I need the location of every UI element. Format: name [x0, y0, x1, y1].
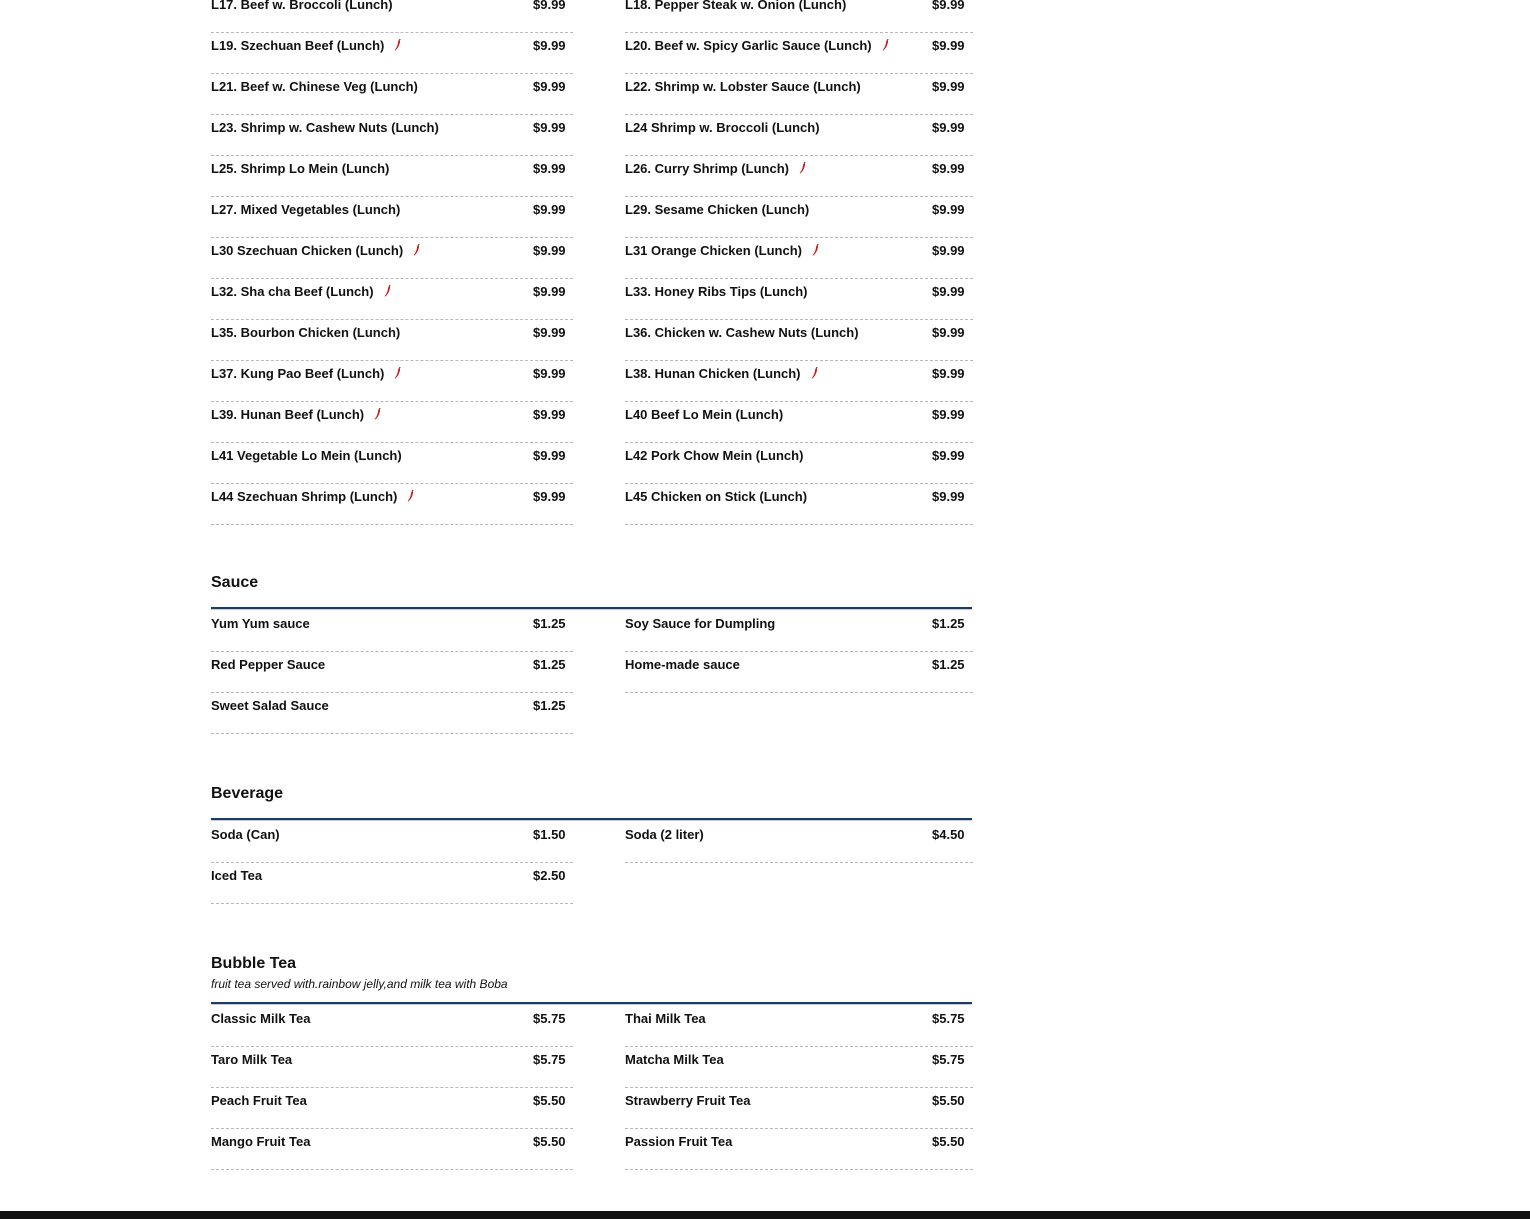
menu-item-price: $9.99 [932, 38, 965, 53]
menu-item-price: $5.75 [932, 1011, 965, 1026]
menu-item[interactable] [211, 822, 573, 863]
menu-item-name: L35. Bourbon Chicken (Lunch) [211, 325, 401, 340]
menu-item[interactable] [211, 361, 573, 402]
menu-item-price: $9.99 [533, 366, 566, 381]
menu-item[interactable] [211, 693, 573, 734]
menu-item[interactable] [211, 1047, 573, 1088]
menu-item-name: L36. Chicken w. Cashew Nuts (Lunch) [625, 325, 859, 340]
menu-item-price: $9.99 [932, 284, 965, 299]
menu-item-name: Soda (Can) [211, 827, 280, 842]
chili-pepper-icon [384, 285, 391, 297]
menu-item[interactable] [625, 443, 973, 484]
menu-item[interactable] [211, 863, 573, 904]
menu-item[interactable] [211, 443, 573, 484]
menu-item-name: L24 Shrimp w. Broccoli (Lunch) [625, 120, 820, 135]
menu-item-name: Sweet Salad Sauce [211, 698, 329, 713]
menu-item-name: Home-made sauce [625, 657, 740, 672]
chili-pepper-icon [799, 162, 806, 174]
section-divider [211, 818, 972, 821]
menu-item[interactable] [211, 611, 573, 652]
menu-item-name: L27. Mixed Vegetables (Lunch) [211, 202, 401, 217]
menu-item[interactable] [211, 1006, 573, 1047]
chili-pepper-icon [407, 490, 414, 502]
menu-item-price: $1.25 [533, 657, 566, 672]
menu-item-price: $5.50 [533, 1134, 566, 1149]
footer-bar [0, 1211, 1530, 1219]
menu-item[interactable] [211, 652, 573, 693]
menu-item-price: $9.99 [932, 79, 965, 94]
menu-item[interactable] [211, 1088, 573, 1129]
menu-item-price: $1.25 [533, 698, 566, 713]
menu-item-name: L42 Pork Chow Mein (Lunch) [625, 448, 804, 463]
menu-item-name: Matcha Milk Tea [625, 1052, 724, 1067]
menu-item[interactable] [625, 0, 973, 33]
menu-item[interactable] [625, 611, 973, 652]
chili-pepper-icon [413, 244, 420, 256]
menu-item-name: L44 Szechuan Shrimp (Lunch) [211, 489, 414, 505]
menu-item-price: $5.50 [533, 1093, 566, 1108]
menu-item-price: $5.50 [932, 1093, 965, 1108]
menu-item-name: L41 Vegetable Lo Mein (Lunch) [211, 448, 402, 463]
menu-item-price: $9.99 [932, 366, 965, 381]
menu-item-price: $9.99 [533, 161, 566, 176]
menu-item[interactable] [625, 238, 973, 279]
menu-item-name: L18. Pepper Steak w. Onion (Lunch) [625, 0, 847, 12]
menu-item-price: $5.75 [533, 1052, 566, 1067]
menu-item-price: $9.99 [932, 325, 965, 340]
menu-item[interactable] [625, 1006, 973, 1047]
menu-item[interactable] [211, 320, 573, 361]
menu-item-name: L37. Kung Pao Beef (Lunch) [211, 366, 401, 382]
chili-pepper-icon [394, 367, 401, 379]
menu-item-price: $1.50 [533, 827, 566, 842]
menu-item-price: $5.75 [533, 1011, 566, 1026]
menu-item-price: $9.99 [533, 202, 566, 217]
menu-item-name: L32. Sha cha Beef (Lunch) [211, 284, 391, 300]
section-divider [211, 607, 972, 610]
menu-item-name: L31 Orange Chicken (Lunch) [625, 243, 819, 259]
chili-pepper-icon [374, 408, 381, 420]
menu-item-name: Peach Fruit Tea [211, 1093, 307, 1108]
menu-item-name: Red Pepper Sauce [211, 657, 326, 672]
menu-item[interactable] [211, 238, 573, 279]
menu-item-name: Soy Sauce for Dumpling [625, 616, 776, 631]
menu-item[interactable] [625, 279, 973, 320]
menu-item-name: Taro Milk Tea [211, 1052, 293, 1067]
chili-pepper-icon [811, 367, 818, 379]
menu-item-name: L19. Szechuan Beef (Lunch) [211, 38, 401, 54]
section-title-sauce: Sauce [211, 574, 259, 591]
section-subtitle-bubble-tea: fruit tea served with.rainbow jelly,and milk tea with Boba [211, 977, 508, 991]
menu-item-price: $9.99 [533, 489, 566, 504]
menu-item-price: $5.75 [932, 1052, 965, 1067]
menu-item-name: Thai Milk Tea [625, 1011, 706, 1026]
menu-item[interactable] [211, 197, 573, 238]
menu-item-name: L45 Chicken on Stick (Lunch) [625, 489, 808, 504]
menu-item[interactable] [211, 484, 573, 525]
menu-item[interactable] [625, 652, 973, 693]
menu-item[interactable] [211, 0, 573, 33]
menu-item-name: L22. Shrimp w. Lobster Sauce (Lunch) [625, 79, 861, 94]
menu-item-name: L26. Curry Shrimp (Lunch) [625, 161, 806, 177]
menu-item-price: $9.99 [932, 243, 965, 258]
menu-item-name: Iced Tea [211, 868, 263, 883]
menu-item[interactable] [211, 74, 573, 115]
menu-item-price: $9.99 [932, 120, 965, 135]
menu-item[interactable] [625, 822, 973, 863]
menu-item[interactable] [211, 1129, 573, 1170]
menu-item[interactable] [625, 320, 973, 361]
menu-item-name: L39. Hunan Beef (Lunch) [211, 407, 381, 423]
menu-item[interactable] [625, 402, 973, 443]
chili-pepper-icon [394, 39, 401, 51]
menu-item-name: L29. Sesame Chicken (Lunch) [625, 202, 810, 217]
menu-item-name: L25. Shrimp Lo Mein (Lunch) [211, 161, 390, 176]
menu-item[interactable] [625, 33, 973, 74]
menu-item-name: L40 Beef Lo Mein (Lunch) [625, 407, 784, 422]
menu-item[interactable] [211, 115, 573, 156]
menu-item-name: L21. Beef w. Chinese Veg (Lunch) [211, 79, 418, 94]
menu-item-price: $5.50 [932, 1134, 965, 1149]
menu-item-price: $9.99 [932, 161, 965, 176]
menu-item[interactable] [211, 156, 573, 197]
menu-item[interactable] [625, 156, 973, 197]
menu-item-price: $9.99 [533, 325, 566, 340]
menu-item[interactable] [625, 74, 973, 115]
menu-item-price: $9.99 [533, 448, 566, 463]
menu-item-price: $9.99 [932, 407, 965, 422]
menu-item-name: L38. Hunan Chicken (Lunch) [625, 366, 818, 382]
menu-item-name: L33. Honey Ribs Tips (Lunch) [625, 284, 808, 299]
menu-item-name: L23. Shrimp w. Cashew Nuts (Lunch) [211, 120, 439, 135]
section-title-bubble-tea: Bubble Tea [211, 955, 297, 972]
menu-item-price: $9.99 [533, 79, 566, 94]
menu-item-name: L17. Beef w. Broccoli (Lunch) [211, 0, 393, 12]
menu-item-price: $9.99 [533, 407, 566, 422]
menu-item[interactable] [625, 361, 973, 402]
menu-item-name: Yum Yum sauce [211, 616, 310, 631]
section-title-beverage: Beverage [211, 785, 284, 802]
menu-item-price: $9.99 [932, 448, 965, 463]
menu-item[interactable] [211, 33, 573, 74]
menu-item-name: Soda (2 liter) [625, 827, 704, 842]
menu-item-name: Strawberry Fruit Tea [625, 1093, 751, 1108]
menu-item-price: $2.50 [533, 868, 566, 883]
menu-item-price: $9.99 [533, 284, 566, 299]
menu-item-price: $1.25 [932, 657, 965, 672]
menu-item-price: $9.99 [533, 120, 566, 135]
chili-pepper-icon [812, 244, 819, 256]
menu-item-name: Mango Fruit Tea [211, 1134, 311, 1149]
menu-item-price: $9.99 [533, 243, 566, 258]
menu-item[interactable] [625, 1129, 973, 1170]
section-divider [211, 1002, 972, 1005]
menu-item-price: $9.99 [932, 202, 965, 217]
menu-item-price: $9.99 [533, 38, 566, 53]
menu-item[interactable] [625, 484, 973, 525]
menu-item[interactable] [625, 115, 973, 156]
menu-item[interactable] [625, 1088, 973, 1129]
menu-item[interactable] [211, 402, 573, 443]
menu-item-price: $9.99 [932, 0, 965, 12]
menu-item-price: $1.25 [932, 616, 965, 631]
menu-item[interactable] [625, 1047, 973, 1088]
menu-item-name: Classic Milk Tea [211, 1011, 311, 1026]
menu-item-name: L30 Szechuan Chicken (Lunch) [211, 243, 420, 259]
menu-item-price: $1.25 [533, 616, 566, 631]
menu-item[interactable] [211, 279, 573, 320]
menu-item-price: $9.99 [533, 0, 566, 12]
menu-item-price: $4.50 [932, 827, 965, 842]
menu-item-price: $9.99 [932, 489, 965, 504]
menu-item[interactable] [625, 197, 973, 238]
chili-pepper-icon [882, 39, 889, 51]
menu-item-name: Passion Fruit Tea [625, 1134, 733, 1149]
menu-item-name: L20. Beef w. Spicy Garlic Sauce (Lunch) [625, 38, 889, 54]
